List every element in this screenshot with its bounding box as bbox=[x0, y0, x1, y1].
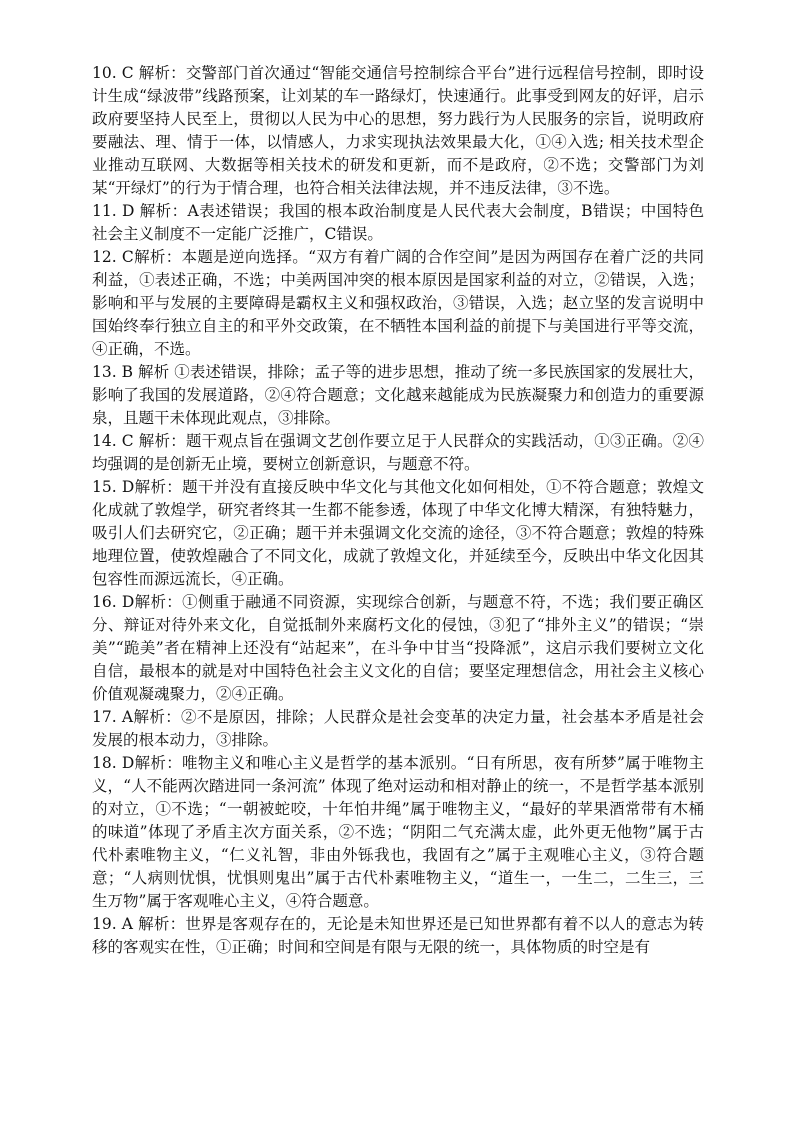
answer-10: 10. C 解析：交警部门首次通过“智能交通信号控制综合平台”进行远程信号控制，即时设计生成“绿波带”线路预案，让刘某的车一路绿灯，快速通行。此事受到网友的好评，启示政府要坚持人民至上，贯彻以人民为中心的思想，努力践行为人民服务的宗旨，说明政府要融法、理、情于一体，以情感人，力求实现执法效果最大化，①④入选; 相关技术型企业推动互联网、大数据等相关技术的研发和更新，而不是政府，②不选；交警部门为刘某“开绿灯”的行为于情合理，也符合相关法律法规，并不违反法律，③不选。 bbox=[92, 64, 704, 197]
answer-16: 16. D解析：①侧重于融通不同资源，实现综合创新，与题意不符，不选；我们要正确区分、辩证对待外来文化，自觉抵制外来腐朽文化的侵蚀，③犯了“排外主义”的错误；“崇美”“跪美”者在精神上还没有“站起来”，在斗争中甘当“投降派”，这启示我们要树立文化自信，最根本的就是对中国特色社会主义文化的自信；要坚定理想信念，用社会主义核心价值观凝魂聚力，②④正确。 bbox=[92, 593, 704, 703]
answer-explanations bbox=[92, 62, 704, 959]
answer-18: 18. D解析：唯物主义和唯心主义是哲学的基本派别。“日有所思，夜有所梦”属于唯物主义，“人不能两次踏进同一条河流” 体现了绝对运动和相对静止的统一，不是哲学基本派别的对立，①不选；“一朝被蛇咬，十年怕井绳”属于唯物主义，“最好的苹果酒常带有木桶的味道”体现了矛盾主次方面关系，②不选；“阴阳二气充满太虚，此外更无他物”属于古代朴素唯物主义，“仁义礼智，非由外铄我也，我固有之”属于主观唯心主义，③符合题意；“人病则忧惧，忧惧则鬼出”属于古代朴素唯物主义，“道生一，一生二，二生三，三生万物”属于客观唯心主义，④符合题意。 bbox=[92, 754, 704, 910]
answer-11: 11. D 解析：A表述错误；我国的根本政治制度是人民代表大会制度，B错误；中国特色社会主义制度不一定能广泛推广，C错误。 bbox=[92, 202, 704, 243]
answer-19: 19. A 解析：世界是客观存在的，无论是未知世界还是已知世界都有着不以人的意志为转移的客观实在性，①正确；时间和空间是有限与无限的统一，具体物质的时空是有 bbox=[92, 915, 704, 956]
answer-17: 17. A解析：②不是原因，排除；人民群众是社会变革的决定力量，社会基本矛盾是社会发展的根本动力，③排除。 bbox=[92, 708, 704, 749]
answer-12: 12. C解析：本题是逆向选择。“双方有着广阔的合作空间”是因为两国存在着广泛的共同利益，①表述正确，不选；中美两国冲突的根本原因是国家利益的对立，②错误，入选；影响和平与发展的主要障碍是霸权主义和强权政治，③错误，入选；赵立坚的发言说明中国始终奉行独立自主的和平外交政策，在不牺牲本国利益的前提下与美国进行平等交流，④正确，不选。 bbox=[92, 248, 704, 358]
answer-14: 14. C 解析：题干观点旨在强调文艺创作要立足于人民群众的实践活动，①③正确。②④均强调的是创新无止境，要树立创新意识，与题意不符。 bbox=[92, 432, 704, 473]
answer-15: 15. D解析：题干并没有直接反映中华文化与其他文化如何相处，①不符合题意；敦煌文化成就了敦煌学，研究者终其一生都不能参透，体现了中华文化博大精深，有独特魅力，吸引人们去研究它，②正确；题干并未强调文化交流的途径，③不符合题意；敦煌的特殊地理位置，使敦煌融合了不同文化，成就了敦煌文化，并延续至今，反映出中华文化因其包容性而源远流长，④正确。 bbox=[92, 478, 704, 588]
answer-13: 13. B 解析 ①表述错误，排除；孟子等的进步思想，推动了统一多民族国家的发展壮大，影响了我国的发展道路，②④符合题意；文化越来越能成为民族凝聚力和创造力的重要源泉，且题干未体现此观点，③排除。 bbox=[92, 363, 704, 427]
